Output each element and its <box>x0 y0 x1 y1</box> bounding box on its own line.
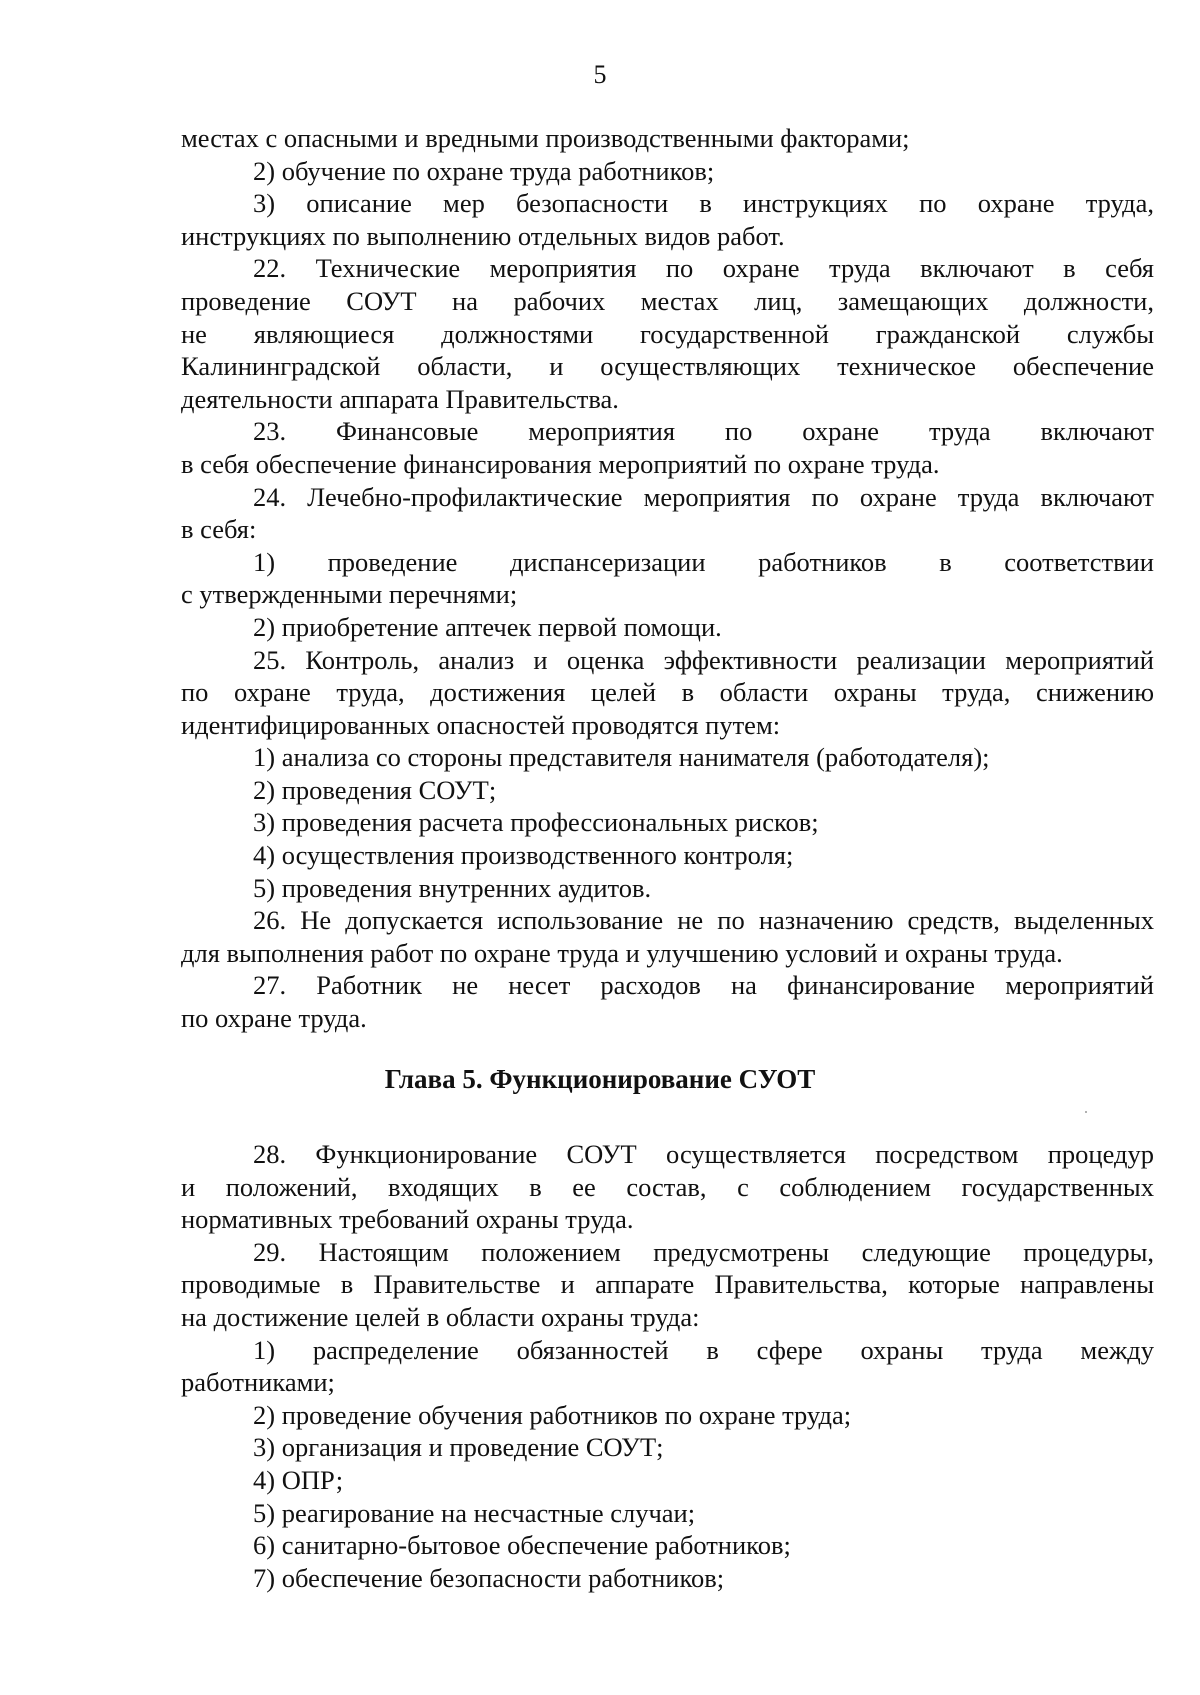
text-block-bottom <box>181 1138 1154 1594</box>
list-item: 2) приобретение аптечек первой помощи. <box>253 611 722 642</box>
text-line: проведение СОУТ на рабочих местах лиц, замещающих должности, <box>181 285 1154 316</box>
paragraph-28-start: 28. Функционирование СОУТ осуществляется посредством процедур <box>253 1139 1154 1169</box>
text-line: в себя: <box>181 514 257 545</box>
list-item: 2) проведения СОУТ; <box>253 774 497 805</box>
list-item: 3) проведения расчета профессиональных рисков; <box>253 807 819 838</box>
list-item: 2) обучение по охране труда работников; <box>253 155 715 186</box>
paragraph-26-start: 26. Не допускается использование не по назначению средств, выделенных <box>253 905 1154 936</box>
list-item: 3) организация и проведение СОУТ; <box>253 1432 664 1463</box>
list-item: 4) осуществления производственного контроля; <box>253 840 794 871</box>
paragraph-27-start: 27. Работник не несет расходов на финансирование мероприятий <box>253 970 1154 1001</box>
text-line: по охране труда. <box>181 1003 367 1034</box>
text-line: по охране труда, достижения целей в области охраны труда, снижению <box>181 677 1154 708</box>
text-line: в себя обеспечение финансирования мероприятий по охране труда. <box>181 448 940 479</box>
text-line: деятельности аппарата Правительства. <box>181 383 619 414</box>
paragraph-23-start: 23. Финансовые мероприятия по охране труда включают <box>253 416 1154 447</box>
text-line: для выполнения работ по охране труда и улучшению условий и охраны труда. <box>181 937 1063 968</box>
paragraph-29-start: 29. Настоящим положением предусмотрены следующие процедуры, <box>253 1236 1154 1267</box>
paragraph-25-start: 25. Контроль, анализ и оценка эффективности реализации мероприятий <box>253 644 1154 675</box>
paragraph-22-start: 22. Технические мероприятия по охране труда включают в себя <box>253 253 1154 284</box>
list-item: 1) проведение диспансеризации работников в соответствии <box>253 546 1154 577</box>
text-line: и положений, входящих в ее состав, с соблюдением государственных <box>181 1171 1154 1202</box>
list-item: 1) анализа со стороны представителя нанимателя (работодателя); <box>253 742 990 773</box>
list-item: 3) описание мер безопасности в инструкциях по охране труда, <box>253 188 1154 219</box>
text-line: с утвержденными перечнями; <box>181 579 518 610</box>
text-block-top <box>181 122 1154 1035</box>
text-line: местах с опасными и вредными производственными факторами; <box>181 123 910 153</box>
chapter-heading: Глава 5. Функционирование СУОТ <box>384 1064 816 1094</box>
list-item: 1) распределение обязанностей в сфере охраны труда между <box>253 1334 1154 1365</box>
list-item: 2) проведение обучения работников по охране труда; <box>253 1399 852 1430</box>
page-number: 5 <box>593 60 607 89</box>
text-line: идентифицированных опасностей проводятся путем: <box>181 709 781 740</box>
text-line: на достижение целей в области охраны труда: <box>181 1301 700 1332</box>
list-item: 4) ОПР; <box>253 1464 344 1495</box>
list-item: 6) санитарно-бытовое обеспечение работников; <box>253 1530 791 1561</box>
text-line: проводимые в Правительстве и аппарате Правительства, которые направлены <box>181 1269 1154 1300</box>
text-line: Калининградской области, и осуществляющих техническое обеспечение <box>181 351 1154 382</box>
text-line: не являющиеся должностями государственной гражданской службы <box>181 318 1154 349</box>
scan-speck <box>1085 1111 1087 1113</box>
text-line: работниками; <box>181 1367 335 1398</box>
paragraph-24-start: 24. Лечебно-профилактические мероприятия по охране труда включают <box>253 481 1154 512</box>
list-item: 5) проведения внутренних аудитов. <box>253 872 652 903</box>
list-item: 5) реагирование на несчастные случаи; <box>253 1497 696 1528</box>
text-line: инструкциях по выполнению отдельных видов работ. <box>181 220 785 251</box>
list-item: 7) обеспечение безопасности работников; <box>253 1562 725 1593</box>
text-line: нормативных требований охраны труда. <box>181 1204 634 1235</box>
